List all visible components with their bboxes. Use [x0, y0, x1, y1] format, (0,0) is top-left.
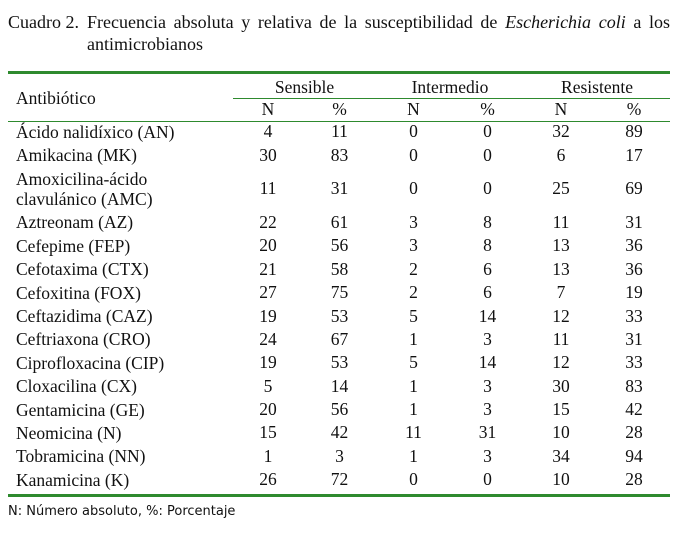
sensible-n: 4 [263, 121, 273, 142]
intermedio-n: 1 [409, 445, 418, 466]
antibiotic-name: Kanamicina (K) [16, 469, 130, 490]
sensible-percent: 53 [330, 305, 349, 326]
antibiotic-name: Gentamicina (GE) [16, 399, 145, 420]
resistente-n: 10 [552, 422, 570, 443]
intermedio-percent: 6 [483, 282, 492, 303]
table-row [8, 234, 670, 257]
intermedio-percent: 0 [483, 178, 492, 199]
resistente-percent: 83 [625, 375, 643, 396]
sensible-percent: 56 [330, 235, 349, 256]
table-row [8, 281, 670, 304]
intermedio-n: 1 [409, 328, 418, 349]
intermedio-n: 0 [409, 469, 418, 490]
table-row [8, 120, 670, 143]
table-row [8, 375, 670, 398]
resistente-percent: 31 [625, 328, 643, 349]
group-header-intermedio: Intermedio [411, 77, 489, 97]
sensible-n: 22 [259, 211, 277, 232]
resistente-n: 13 [552, 235, 570, 256]
sensible-percent: 67 [330, 328, 349, 349]
group-header-sensible: Sensible [274, 77, 335, 97]
caption-text-before: Frecuencia absoluta y relativa de la susceptibilidad de [87, 12, 506, 32]
sub-header-percent: % [626, 98, 642, 119]
resistente-percent: 28 [625, 422, 643, 443]
resistente-percent: 31 [625, 211, 643, 232]
intermedio-percent: 3 [483, 399, 492, 420]
intermedio-n: 1 [409, 399, 418, 420]
resistente-n: 10 [552, 469, 570, 490]
sensible-n: 20 [259, 235, 277, 256]
resistente-n: 12 [552, 305, 570, 326]
resistente-percent: 28 [625, 469, 643, 490]
table-bottom-rule [8, 494, 670, 497]
antibiotic-name-line: Amoxicilina-ácido [16, 168, 148, 189]
sub-header-n: N [407, 98, 420, 119]
sensible-n: 26 [259, 469, 277, 490]
antibiotic-name: Ciprofloxacina (CIP) [16, 352, 165, 373]
resistente-n: 7 [556, 282, 566, 303]
sensible-n: 20 [259, 399, 277, 420]
caption-text-after: a los antimicrobianos [87, 12, 671, 54]
resistente-percent: 33 [625, 352, 643, 373]
sub-header-n: N [554, 98, 568, 119]
resistente-percent: 69 [625, 178, 643, 199]
resistente-percent: 19 [625, 282, 643, 303]
resistente-n: 11 [552, 328, 570, 349]
intermedio-percent: 14 [478, 352, 497, 373]
intermedio-percent: 3 [483, 328, 492, 349]
sensible-n: 5 [263, 375, 273, 396]
caption-text [87, 11, 670, 55]
sensible-percent: 83 [330, 144, 349, 165]
intermedio-n: 5 [409, 352, 418, 373]
table-row [8, 398, 670, 421]
intermedio-percent: 0 [483, 121, 492, 142]
antibiotic-name: Ceftazidima (CAZ) [16, 306, 153, 327]
intermedio-n: 2 [409, 258, 418, 279]
sensible-percent: 58 [330, 258, 349, 279]
table-caption [8, 11, 670, 55]
intermedio-n: 3 [409, 235, 418, 256]
intermedio-n: 3 [409, 211, 418, 232]
sensible-n: 21 [259, 258, 277, 279]
resistente-percent: 17 [625, 144, 643, 165]
sensible-percent: 31 [330, 178, 349, 199]
resistente-percent: 36 [625, 235, 643, 256]
antibiotic-name: Ácido nalidíxico (AN) [16, 121, 175, 142]
sub-header-percent: % [480, 98, 495, 119]
antibiotic-name: Cefotaxima (CTX) [16, 259, 149, 280]
sub-header-n: N [261, 98, 275, 119]
table-row [8, 211, 670, 234]
intermedio-percent: 3 [483, 375, 492, 396]
intermedio-n: 2 [409, 282, 418, 303]
antibiotic-name: Cefoxitina (FOX) [16, 282, 141, 303]
table-row [8, 258, 670, 281]
antibiotic-name: Cloxacilina (CX) [16, 376, 138, 397]
intermedio-n: 0 [409, 144, 418, 165]
intermedio-percent: 8 [483, 235, 492, 256]
sensible-n: 15 [259, 422, 277, 443]
intermedio-percent: 14 [478, 305, 497, 326]
resistente-percent: 89 [625, 121, 643, 142]
resistente-n: 34 [552, 445, 570, 466]
antibiotic-name: Neomicina (N) [16, 422, 122, 443]
table-row [8, 304, 670, 327]
resistente-percent: 42 [625, 399, 643, 420]
intermedio-percent: 31 [478, 422, 497, 443]
table-row [8, 328, 670, 351]
caption-label: Cuadro 2. [8, 12, 79, 32]
resistente-n: 25 [552, 178, 570, 199]
sensible-percent: 61 [330, 211, 349, 232]
resistente-percent: 36 [625, 258, 643, 279]
table-row [8, 167, 670, 211]
sensible-n: 30 [259, 144, 277, 165]
intermedio-percent: 0 [483, 469, 492, 490]
resistente-n: 13 [552, 258, 570, 279]
table-row [8, 445, 670, 468]
table-footnote: N: Número absoluto, %: Porcentaje [8, 504, 236, 519]
antibiotic-name [8, 167, 233, 211]
sensible-n: 27 [259, 282, 277, 303]
sensible-percent: 53 [330, 352, 349, 373]
sensible-percent: 3 [335, 445, 344, 466]
resistente-percent: 33 [625, 305, 643, 326]
table-row [8, 468, 670, 491]
antibiotic-name: Tobramicina (NN) [16, 446, 146, 467]
caption-organism: Escherichia coli [505, 12, 626, 32]
sensible-n: 19 [259, 305, 277, 326]
sensible-n: 19 [259, 352, 277, 373]
resistente-n: 15 [552, 399, 570, 420]
antibiotic-column-header: Antibiótico [16, 88, 96, 108]
intermedio-n: 0 [409, 121, 418, 142]
intermedio-n: 0 [409, 178, 418, 199]
resistente-n: 6 [556, 144, 566, 165]
sensible-percent: 14 [330, 375, 349, 396]
sensible-n: 24 [259, 328, 277, 349]
antibiotic-name: Amikacina (MK) [16, 145, 138, 166]
intermedio-n: 1 [409, 375, 418, 396]
resistente-n: 30 [552, 375, 570, 396]
susceptibility-table [8, 77, 670, 491]
intermedio-percent: 0 [483, 144, 492, 165]
table-row [8, 421, 670, 444]
resistente-n: 32 [552, 121, 570, 142]
sensible-percent: 11 [331, 121, 348, 142]
sensible-percent: 56 [330, 399, 349, 420]
resistente-n: 12 [552, 352, 570, 373]
resistente-percent: 94 [625, 445, 643, 466]
resistente-n: 11 [552, 211, 570, 232]
sensible-percent: 42 [330, 422, 349, 443]
sensible-percent: 75 [330, 282, 349, 303]
antibiotic-name: Ceftriaxona (CRO) [16, 329, 151, 350]
group-header-resistente: Resistente [561, 77, 633, 97]
sensible-n: 11 [259, 178, 277, 199]
table-top-rule [8, 71, 670, 74]
sensible-n: 1 [263, 445, 273, 466]
antibiotic-name: Cefepime (FEP) [16, 235, 131, 256]
intermedio-n: 11 [405, 422, 422, 443]
intermedio-percent: 8 [483, 211, 492, 232]
antibiotic-name-line: clavulánico (AMC) [16, 188, 153, 209]
sub-header-percent: % [332, 98, 347, 119]
antibiotic-name: Aztreonam (AZ) [16, 212, 134, 233]
intermedio-percent: 6 [483, 258, 492, 279]
table-row [8, 351, 670, 374]
intermedio-percent: 3 [483, 445, 492, 466]
intermedio-n: 5 [409, 305, 418, 326]
table-row [8, 143, 670, 166]
sensible-percent: 72 [330, 469, 349, 490]
